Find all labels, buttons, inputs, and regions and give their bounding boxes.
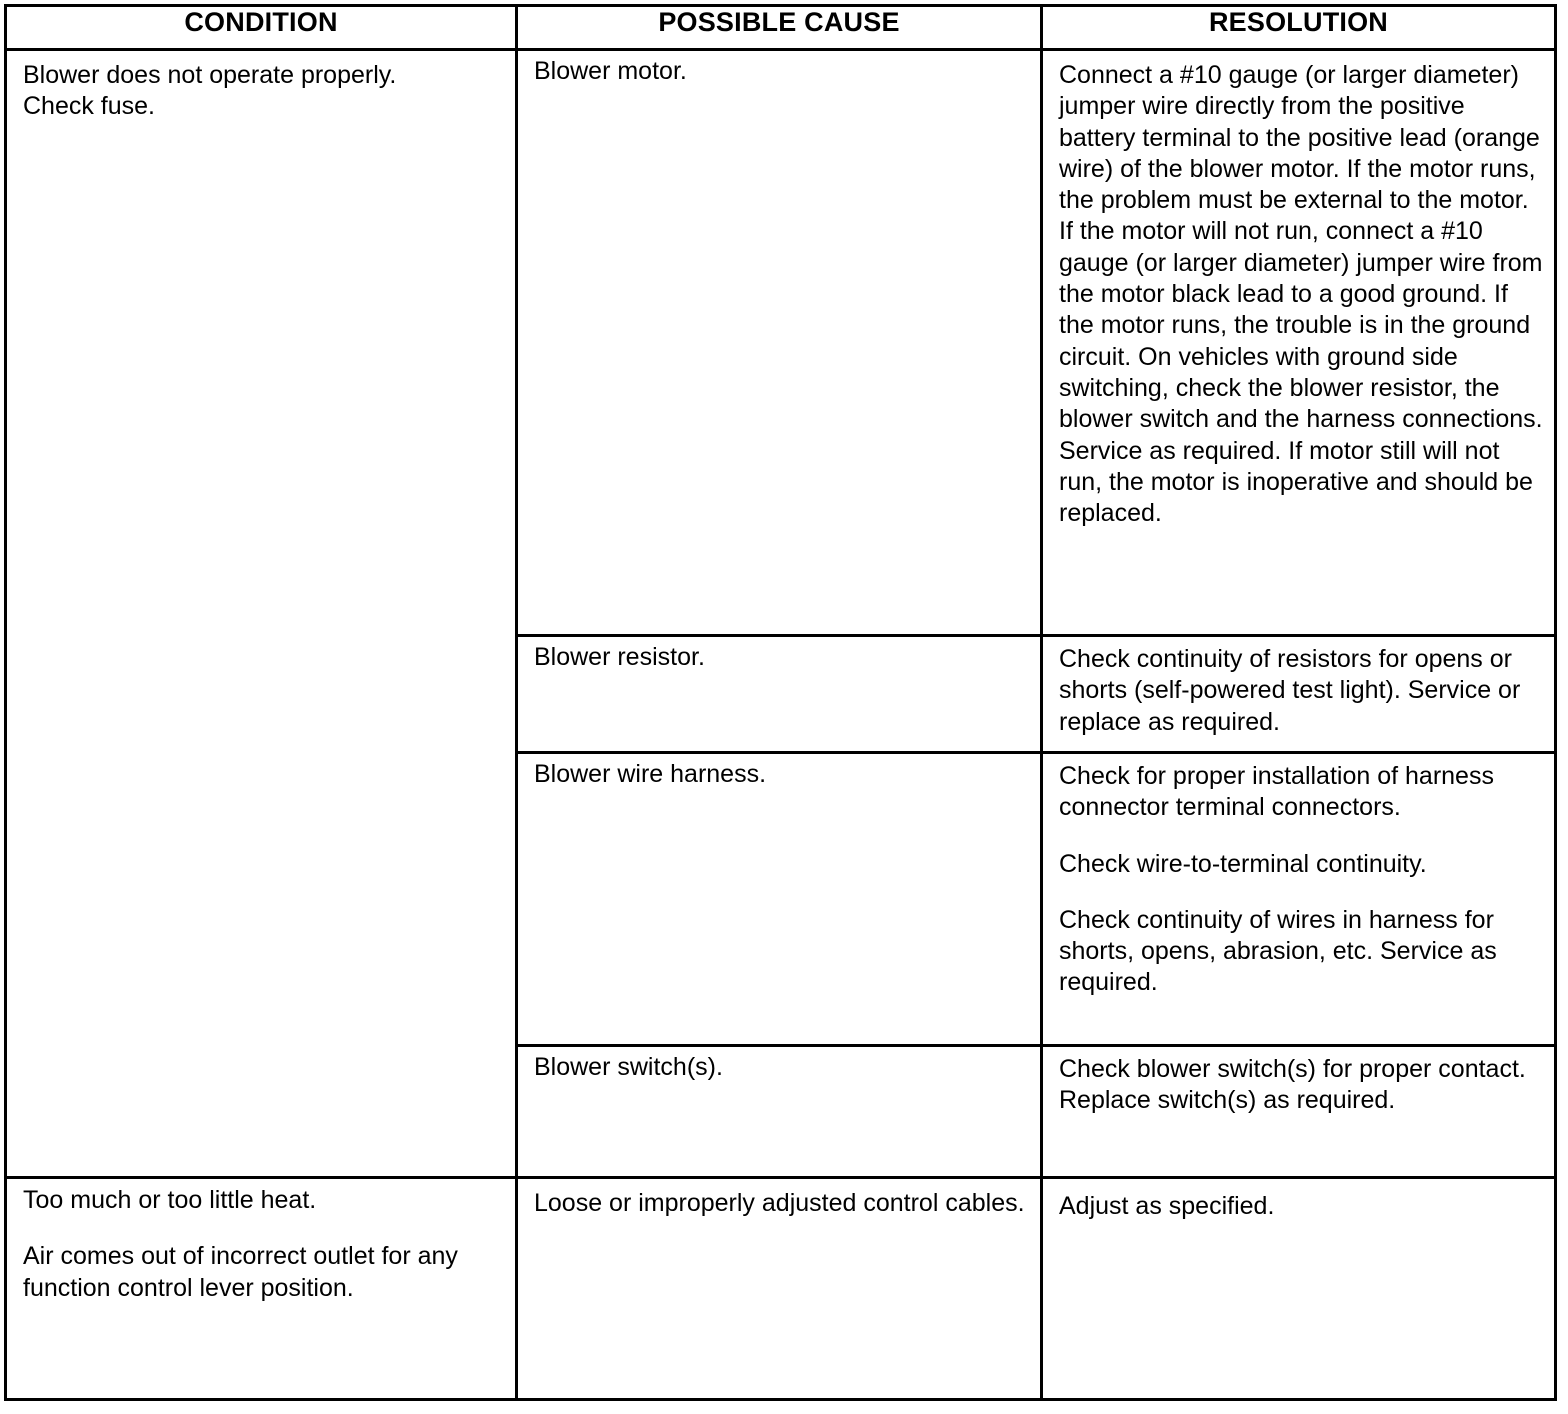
- cause-text: Blower resistor.: [534, 643, 705, 671]
- resolution-text: Adjust as specified.: [1059, 1192, 1275, 1220]
- cause-text: Blower switch(s).: [534, 1053, 723, 1081]
- resolution-text: Check continuity of wires in harness for shorts, opens, abrasion, etc. Service as required.: [1059, 905, 1497, 997]
- condition-text: Air comes out of incorrect outlet for any function control lever position.: [23, 1242, 458, 1302]
- condition-cell: [6, 50, 517, 1178]
- condition-cell: [6, 1178, 517, 1400]
- resolution-text: Check blower switch(s) for proper contact. Replace switch(s) as required.: [1059, 1055, 1526, 1115]
- cause-cell: [517, 636, 1042, 753]
- header-resolution: RESOLUTION: [1042, 6, 1556, 50]
- resolution-text: Check continuity of resistors for opens or shorts (self-powered test light). Service or replace as required.: [1059, 645, 1521, 736]
- resolution-text: Connect a #10 gauge (or larger diameter) jumper wire directly from the positive battery terminal to the positive lead (orange wire) of the blower motor. If the motor runs, the problem must be external to the motor. If the motor will not run, connect a #10 gauge (or larger diameter) jumper wire from the motor black lead to a good ground. If the motor runs, the trouble is in the ground circuit. On vehicles with ground side switching, check the blower resistor, the blower switch and the harness connections. Service as required. If motor still will not run, the motor is inoperative and should be replaced.: [1059, 61, 1543, 528]
- cause-cell: [517, 1046, 1042, 1178]
- table-row: [6, 50, 1556, 636]
- condition-text: Check fuse.: [23, 92, 156, 121]
- header-possible-cause: POSSIBLE CAUSE: [517, 6, 1042, 50]
- resolution-cell: [1042, 753, 1556, 1046]
- cause-text: Blower wire harness.: [534, 760, 767, 788]
- cause-text: Blower motor.: [534, 57, 687, 85]
- condition-text: Too much or too little heat.: [23, 1186, 317, 1214]
- table-row: [6, 1178, 1556, 1400]
- resolution-text: Check wire-to-terminal continuity.: [1059, 849, 1427, 878]
- resolution-text: Check for proper installation of harness connector terminal connectors.: [1059, 762, 1494, 822]
- diagnosis-table: [4, 4, 1557, 1401]
- resolution-cell: [1042, 50, 1556, 636]
- cause-cell: [517, 753, 1042, 1046]
- header-condition: CONDITION: [6, 6, 517, 50]
- cause-text: Loose or improperly adjusted control cables.: [534, 1189, 1025, 1217]
- condition-text: Blower does not operate properly.: [23, 61, 397, 89]
- cause-cell: [517, 50, 1042, 636]
- resolution-cell: [1042, 1046, 1556, 1178]
- resolution-cell: [1042, 636, 1556, 753]
- header-row: [6, 6, 1556, 50]
- resolution-cell: [1042, 1178, 1556, 1400]
- cause-cell: [517, 1178, 1042, 1400]
